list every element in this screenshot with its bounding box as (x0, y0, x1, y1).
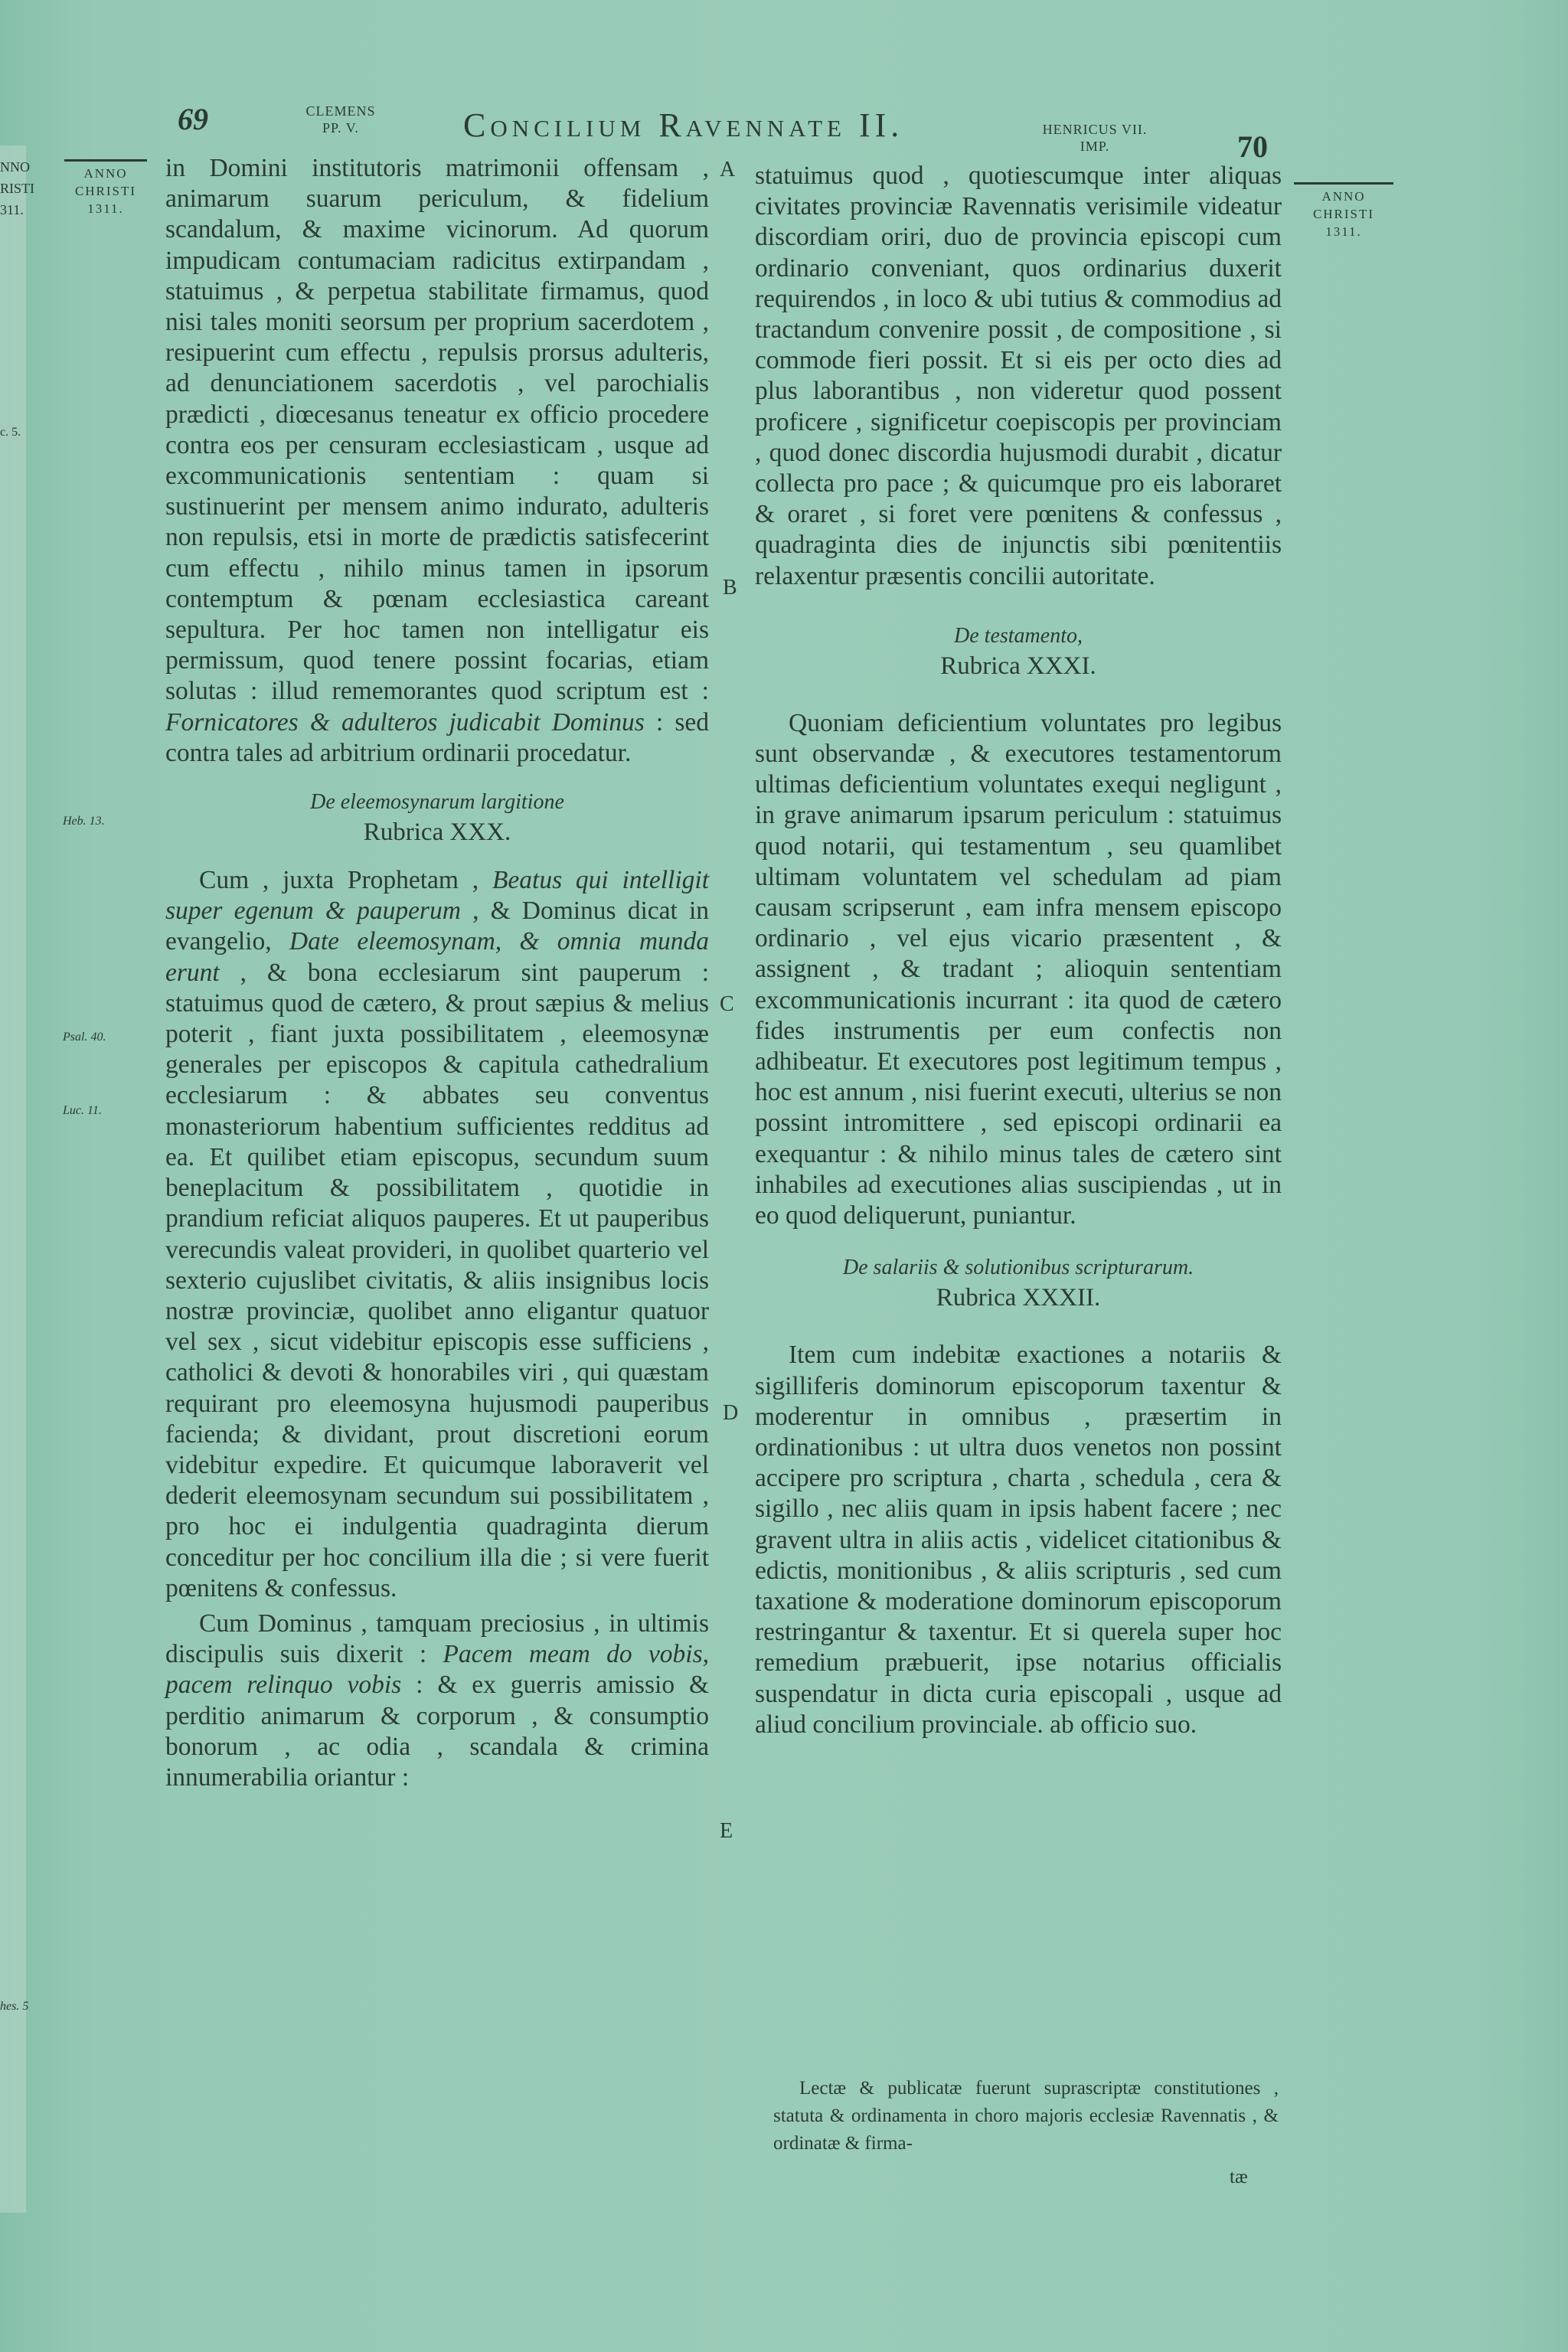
section-letter-e: E (720, 1819, 733, 1843)
gospel-quote: Date eleemosynam, & omnia munda erunt (165, 927, 710, 987)
left-column (165, 153, 709, 1793)
anno-year: 1311. (87, 201, 124, 216)
left-opening-text: in Domini institutoris matrimonii offensam , animarum suarum periculum, & fidelium scandalum, & maxime vicinorum. Ad quorum impudicam contumaciam radicitus extirpandam , statuimus , & perpetua stabilitate firmamus, quod nisi tales moniti seorsum per proprium sacerdotem , resipuerint cum effectu , repulsis prorsus adulteris, ad denunciationem sacerdotis , vel parochialis prædicti , diœcesanus teneatur ex officio procedere contra eos per censuram ecclesiasticam , usque ad excommunicationis sententiam : quam si sustinuerint per mensem animo indurato, adulteris non repulsis, etsi in morte de prædictis satisfecerint cum effectu , nihilo minus tamen in ipsorum contemptum & pœnam ecclesiastica careant sepultura. Per hoc tamen non intelligatur eis permissum, quod tenere possint focarias, etiam solutas : illud rememorantes quod scriptum est : (165, 154, 709, 706)
section-letter-a: A (720, 158, 736, 181)
margin-note-psal: Psal. 40. (63, 1031, 106, 1044)
rubric-31-heading (755, 622, 1282, 682)
rubric-30-title: De eleemosynarum largitione (310, 790, 564, 815)
right-running-head (1026, 121, 1164, 155)
catchword: tæ (1230, 2167, 1248, 2187)
anno-year: 1311. (1325, 224, 1362, 239)
rubric-30-paragraph: Cum , juxta Prophetam , Beatus qui intelligit super egenum & pauperum , & Dominus dicat in evangelio, Date eleemosynam, & omnia munda erunt , & bona ecclesiarum sint pauperum : statuimus quod de cætero, & prout sæpius & melius poterit , fiant juxta possibilitatem , eleemosynæ generales per episcopos & capitula cathedralium ecclesiarum : & abbates seu conventus monasteriorum habentium sufficientes redditus ad ea. Et quilibet etiam episcopus, secundum suum beneplacitum & possibilitatem , quotidie in prandium reficiat aliquos pauperes. Et ut pauperibus verecundis valeat provideri, in quolibet quarterio vel sexterio cujuslibet civitatis, & aliis insignibus locis nostræ provinciæ, quolibet anno eligantur quatuor vel sex , sicut videbitur episcopis esse sufficiens , catholici & devoti & honorabiles viri , qui quæstam requirant pro eleemosyna hujusmodi pauperibus facienda; & dividant, prout discretioni eorum videbitur expedire. Et quicumque laboraverit vel dederit eleemosynam secundum sui possibilitatem , pro hoc ei indulgentia quadraginta dierum conceditur per hoc concilium illa die ; si vere fuerit pœnitens & confessus. (165, 866, 710, 1602)
section-letter-d: D (723, 1401, 739, 1425)
edge-margin-note: hes. 5 (0, 2000, 29, 2013)
right-running-head-name: HENRICUS VII. (1042, 122, 1148, 137)
rubric-32-heading (755, 1254, 1282, 1314)
rubric-31-title: De testamento, (954, 623, 1083, 648)
edge-anno-fragment: NNO RISTI 311. (0, 159, 34, 217)
right-running-head-sub: IMP. (1080, 139, 1110, 154)
section-letter-c: C (720, 992, 734, 1016)
anno-christi-left (64, 159, 147, 217)
section-letter-b: B (723, 576, 737, 599)
left-running-head (291, 103, 390, 136)
anno-label: ANNO (83, 166, 128, 181)
left-opening-end: : sed contra tales ad arbitrium ordinarii procedatur. (165, 707, 710, 767)
anno-label: ANNO (1321, 189, 1366, 204)
facing-page-edge (0, 145, 29, 2213)
psalm-quote: Beatus qui intelligit super egenum & pauperum (165, 866, 709, 926)
left-running-head-sub: PP. V. (322, 120, 359, 136)
left-running-head-name: CLEMENS (305, 103, 376, 119)
rubric-32-paragraph: Item cum indebitæ exactiones a notariis & sigilliferis dominorum episcoporum taxentur & moderentur in omnibus , præsertim in ordinationibus : ut ultra duos venetos non possint accipere pro scriptura , charta , schedula , cera & sigillo , nec aliis quam in ipsis habent facere ; nec gravent ultra in aliis actis , videlicet citationibus & edictis, monitionibus , & aliis scripturis , sed cum taxatione & moderatione dominorum episcoporum restringantur & taxentur. Et si querela super hoc remedium præbuerit, ipse notarius officialis suspendatur in dicta curia episcopali , usque ad aliud concilium provinciale. ab officio suo. (755, 1341, 1282, 1739)
anno-christi-right (1294, 182, 1393, 240)
rubric-31-number: Rubrica XXXI. (940, 652, 1096, 680)
right-column (755, 161, 1282, 1740)
left-opening-paragraph (165, 153, 709, 769)
peace-paragraph: Cum Dominus , tamquam preciosius , in ultimis discipulis suis dixerit : Pacem meam do vobis, pacem relinquo vobis : & ex guerris amissio & perditio animarum & corporum , & consumptio bonorum , ac odia , scandala & crimina innumerabilia oriantur : (165, 1609, 710, 1792)
page-title: Concilium Ravennate II. (463, 106, 904, 144)
christi-label: CHRISTI (1312, 207, 1375, 221)
left-page-number: 69 (178, 102, 208, 136)
anno-rule (1294, 182, 1393, 185)
margin-note-heb: Heb. 13. (63, 815, 105, 828)
right-opening-paragraph: statuimus quod , quotiescumque inter aliquas civitates provinciæ Ravennatis verisimile videatur discordiam oriri, duo de provincia episcopi cum ordinario conveniant, quos ordinarius duxerit requirendos , in loco & ubi tutius & commodius ad tractandum convenire possit , de compositione , si commode fieri possit. Et si eis per octo dies ad plus laborantibus , non videretur quod possent proficere , significetur coepiscopis per provinciam , quod donec discordia hujusmodi durabit , dicatur collecta pro pace ; & quicumque pro eis laboraret & oraret , si foret vere pœnitens & confessus , quadraginta dies de injunctis sibi pœnitentiis relaxentur præsentis concilii autoritate. (755, 162, 1282, 590)
rubric-30-heading (165, 789, 709, 848)
right-page-number: 70 (1237, 129, 1268, 164)
anno-rule (64, 159, 147, 162)
rubric-31-paragraph: Quoniam deficientium voluntates pro legibus sunt observandæ , & executores testamentorum ultimas deficientium voluntates exequi negligunt , in grave animarum ipsarum periculum : statuimus quod notarii, qui testamentum , seu quamlibet ultimam voluntatem vel schedulam ad piam causam scripserunt , eam infra mensem episcopo ordinario , vel ejus vicario præsentent , & assignent , & tradant ; alioquin sententiam excommunicationis incurrant : ita quod de cætero fides instrumentis per eum confectis non adhibeatur. Et executores post legitimum tempus , hoc est annum , nisi fuerint executi, ulterius se non possint intromittere , sed episcopi ordinarii ea exequantur : & nihilo minus tales de cætero sint inhabiles ad executiones alias suscipiendas , ut in eo quod deliquerunt, puniantur. (755, 708, 1282, 1230)
pax-quote: Pacem meam do vobis, pacem relinquo vobis (165, 1640, 709, 1700)
left-opening-quote: Fornicatores & adulteros judicabit Dominus (165, 707, 645, 737)
edge-margin-note: c. 5. (0, 426, 21, 439)
christi-label: CHRISTI (74, 184, 137, 198)
margin-note-luc: Luc. 11. (63, 1104, 102, 1117)
rubric-30-number: Rubrica XXX. (363, 818, 511, 847)
rubric-32-title: De salariis & solutionibus scripturarum. (842, 1256, 1194, 1280)
rubric-32-number: Rubrica XXXII. (936, 1284, 1101, 1312)
closing-note: Lectæ & publicatæ fuerunt suprascriptæ constitutiones , statuta & ordinamenta in choro majoris ecclesiæ Ravennatis , & ordinatæ & firma- (773, 2078, 1279, 2154)
